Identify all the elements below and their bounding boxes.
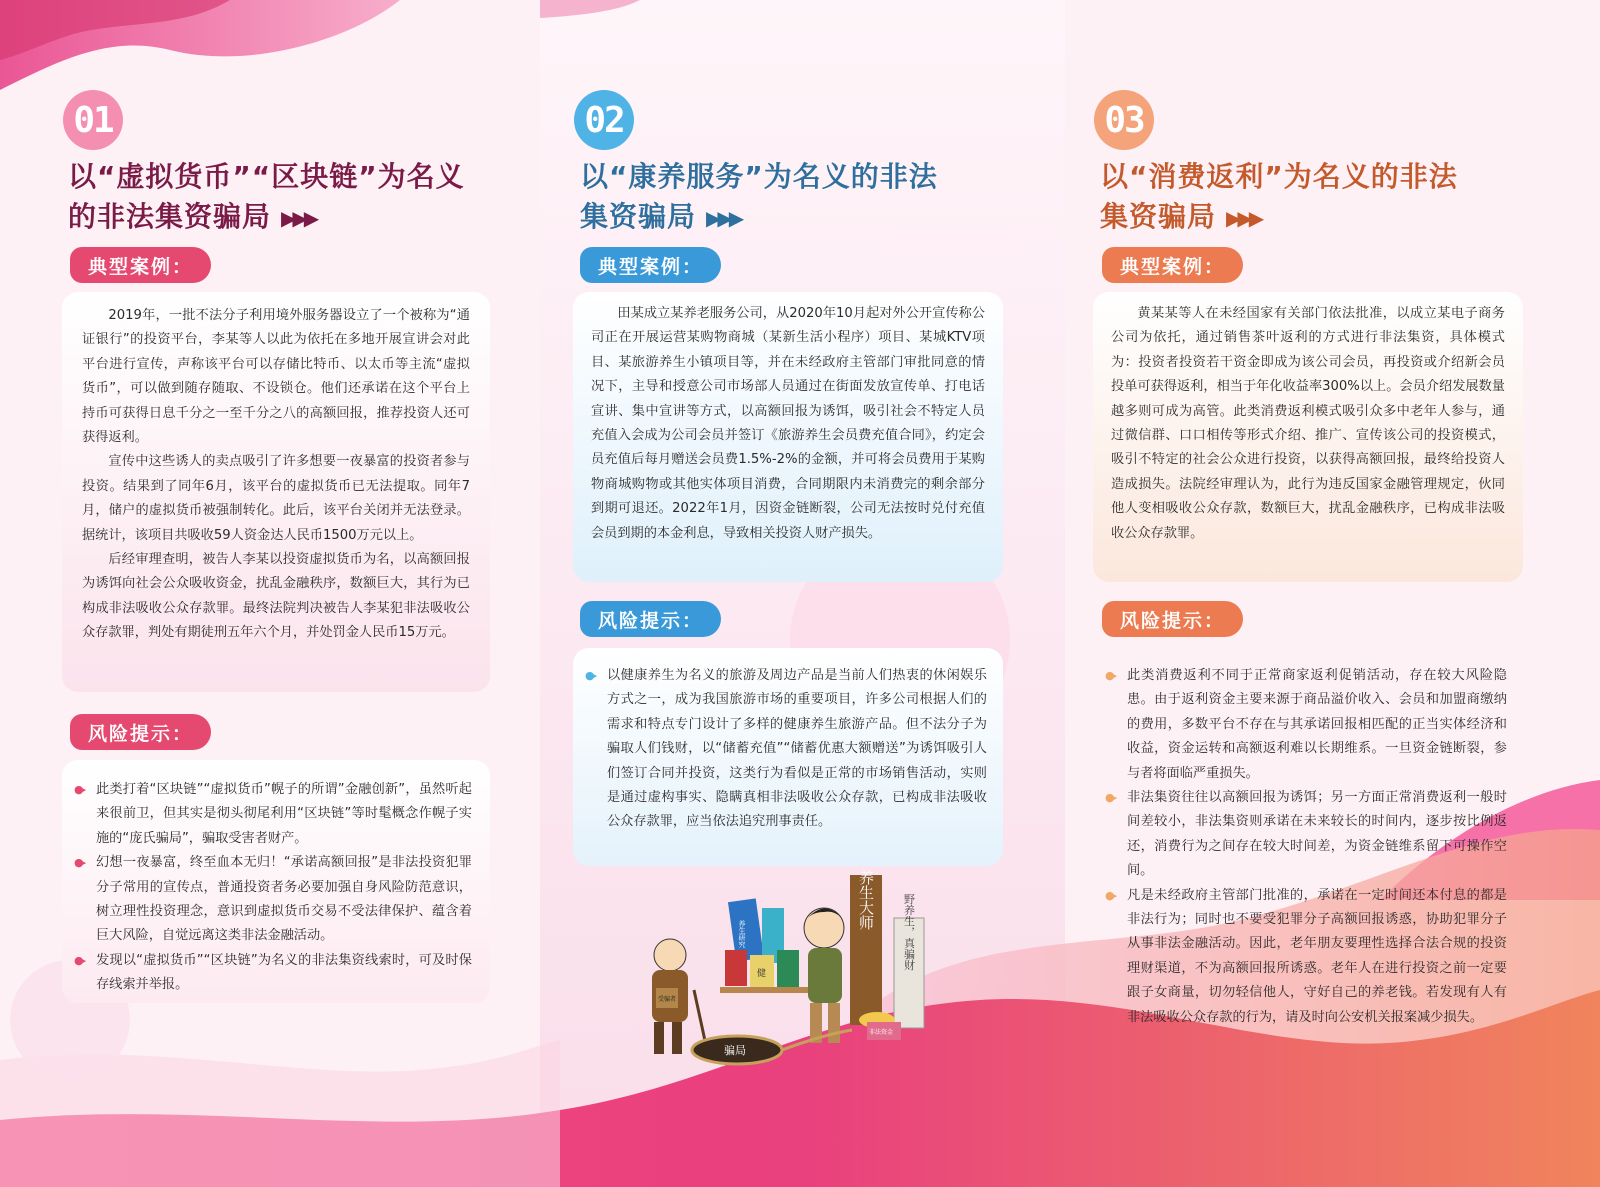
bullet-text: 幻想一夜暴富，终至血本无归！“承诺高额回报”是非法投资犯罪分子常用的宣传点，普通投资者务必要加强自身风险防范意识，树立理性投资理念，意识到虚拟货币交易不受法律保护、蕴含着巨大风险，自觉远离这类非法金融活动。 [96, 855, 472, 944]
section-number-badge: 03 [1094, 90, 1154, 150]
section-number-badge: 01 [63, 90, 123, 150]
risk-card [62, 760, 490, 1003]
old-man-head [654, 939, 686, 971]
title-line: 以“虚拟货币”“区块链”为名义 [68, 160, 465, 193]
title-line: 以“康养服务”为名义的非法 [580, 160, 938, 193]
side-sign-text: 野养生，真骗财 [902, 893, 916, 971]
section-title [68, 157, 465, 238]
arrow-icon: ▶▶▶ [706, 206, 741, 230]
bullet-icon: ●▸ [1105, 669, 1115, 682]
scam-illustration [612, 870, 957, 1070]
risk-bullet [585, 664, 987, 835]
box-label: 健 [757, 969, 767, 979]
bullet-icon: ●▸ [585, 669, 595, 682]
old-man-leg [654, 1022, 664, 1054]
book-label: 养生研究 [738, 920, 746, 948]
case-label: 典型案例： [1102, 247, 1243, 283]
case-label: 典型案例： [580, 247, 721, 283]
bullet-text: 非法集资往往以高额回报为诱饵；另一方面正常消费返利一般时间差较小，非法集资则承诺在未来较长的时间内，逐步按比例返还，消费行为之间存在较大时间差，为资金链维系留下可操作空间。 [1127, 790, 1507, 879]
box-icon [725, 950, 747, 986]
title-line: 集资骗局 [580, 200, 697, 233]
salesman-head [804, 908, 844, 948]
title-line: 集资骗局 [1100, 200, 1217, 233]
case-paragraph: 宣传中这些诱人的卖点吸引了许多想要一夜暴富的投资者参与投资。结果到了同年6月，该平台的虚拟货币已无法提取。同年7月，储户的虚拟货币被强制转化。此后，该平台关闭并无法登录。据统计，该项目共吸收59人资金达人民币1500万元以上。 [82, 454, 470, 543]
bullet-text: 此类消费返利不同于正常商家返利促销活动，存在较大风险隐患。由于返利资金主要来源于商品溢价收入、会员和加盟商缴纳的费用，多数平台不存在与其承诺回报相匹配的正当实体经济和收益，资金运转和高额返利难以长期维系。一旦资金链断裂，参与者将面临严重损失。 [1127, 668, 1507, 781]
bullet-text: 凡是未经政府主管部门批准的，承诺在一定时间还本付息的都是非法行为；同时也不要受犯罪分子高额回报诱惑，协助犯罪分子从事非法金融活动。因此，老年朋友要理性选择合法合规的投资理财渠道，不为高额回报所诱惑。老年人在进行投资之前一定要跟子女商量，切勿轻信他人，守好自己的养老钱。若发现有人有非法吸收公众存款的行为，请及时向公安机关报案减少损失。 [1127, 887, 1507, 1025]
case-card [1093, 292, 1523, 582]
title-line: 的非法集资骗局 [68, 200, 272, 233]
risk-card [573, 648, 1003, 866]
case-paragraph: 后经审理查明，被告人李某以投资虚拟货币为名，以高额回报为诱饵向社会公众吸收资金，扰乱金融秩序，数额巨大，其行为已构成非法吸收公众存款罪。最终法院判决被告人李某犯非法吸收公众存款罪，判处有期徒刑五年六个月，并处罚金人民币15万元。 [82, 552, 470, 641]
gold-label: 非法资金 [869, 1029, 894, 1036]
risk-bullet [1105, 786, 1507, 884]
bullet-text: 以健康养生为名义的旅游及周边产品是当前人们热衷的休闲娱乐方式之一，成为我国旅游市场的重要项目，许多公司根据人们的需求和特点专门设计了多样的健康养生旅游产品。但不法分子为骗取人们钱财，以“储蓄充值”“储蓄优惠大额赠送”为诱饵吸引人们签订合同并投资，这类行为看似是正常的市场销售活动，实则是通过虚构事实、隐瞒真相非法吸收公众存款，已构成非法吸收公众存款罪，应当依法追究刑事责任。 [607, 668, 987, 830]
hole-label: 骗局 [724, 1044, 746, 1057]
risk-bullet [74, 778, 472, 851]
risk-label: 风险提示： [1102, 601, 1243, 637]
case-paragraph: 黄某某等人在未经国家有关部门依法批准，以成立某电子商务公司为依托，通过销售茶叶返利的方式进行非法集资，具体模式为：投资者投资若干资金即成为该公司会员，再投资或介绍新会员投单可获得返利，相当于年化收益率300%以上。会员介绍发展数量越多则可成为高管。此类消费返利模式吸引众多中老年人参与，通过微信群、口口相传等形式介绍、推广、宣传该公司的投资模式，吸引不特定的社会公众进行投资，以获得高额回报，最终给投资人造成损失。法院经审理认为，此行为违反国家金融管理规定，伙同他人变相吸收公众存款，数额巨大，扰乱金融秩序，已构成非法吸收公众存款罪。 [1111, 306, 1505, 541]
title-line: 以“消费返利”为名义的非法 [1100, 160, 1458, 193]
risk-bullet [1105, 664, 1507, 786]
section-title [1100, 157, 1458, 238]
case-paragraph: 2019年，一批不法分子利用境外服务器设立了一个被称为“通证银行”的投资平台，李某等人以此为依托在多地开展宣讲会对此平台进行宣传，声称该平台可以存储比特币、以太币等主流“虚拟货币”，可以做到随存随取、不设锁仓。他们还承诺在这个平台上持币可获得日息千分之一至千分之八的高额回报，推荐投资人还可获得返利。 [82, 308, 470, 446]
case-card [573, 292, 1003, 582]
bullet-icon: ●▸ [74, 856, 84, 870]
case-paragraph: 田某成立某养老服务公司，从2020年10月起对外公开宣传称公司正在开展运营某购物商城（某新生活小程序）项目、某城KTV项目、某旅游养生小镇项目等，并在未经政府主管部门审批同意的情况下，主导和授意公司市场部人员通过在街面发放宣传单、打电话宣讲、集中宣讲等方式，以高额回报为诱饵，吸引社会不特定人员充值入会成为公司会员并签订《旅游养生会员费充值合同》，约定会员充值后每月赠送会员费1.5%-2%的金额，并可将会员费用于某购物商城购物或其他实体项目消费，合同期限内未消费完的剩余部分到期可退还。2022年1月，因资金链断裂，公司无法按时兑付充值会员到期的本金利息，导致相关投资人财产损失。 [591, 306, 985, 541]
section-number-badge: 02 [574, 90, 634, 150]
case-card [62, 292, 490, 692]
section-title [580, 157, 938, 238]
bullet-text: 发现以“虚拟货币”“区块链”为名义的非法集资线索时，可及时保存线索并举报。 [96, 952, 472, 993]
salesman-body [808, 948, 842, 1003]
bullet-icon: ●▸ [74, 783, 84, 796]
arrow-icon: ▶▶▶ [1226, 206, 1261, 230]
case-label: 典型案例： [70, 247, 211, 283]
bullet-text: 此类打着“区块链”“虚拟货币”幌子的所谓”金融创新”，虽然听起来很前卫，但其实是彻头彻尾利用“区块链”等时髦概念作幌子实施的“庞氏骗局”，骗取受害者财产。 [96, 782, 472, 846]
risk-card [1093, 660, 1523, 1070]
risk-label: 风险提示： [70, 714, 211, 750]
bullet-icon: ●▸ [1105, 791, 1115, 805]
old-man-leg [672, 1022, 682, 1054]
risk-bullet [1105, 884, 1507, 1030]
arrow-icon: ▶▶▶ [281, 206, 316, 230]
tall-sign-text: 养生大师 [857, 870, 875, 930]
risk-bullet [74, 851, 472, 949]
bullet-icon: ●▸ [1105, 888, 1115, 902]
bag-label: 受骗者 [658, 996, 677, 1003]
risk-label: 风险提示： [580, 601, 721, 637]
risk-bullet [74, 949, 472, 998]
box-icon [777, 950, 799, 987]
salesman-leg [828, 1003, 840, 1043]
tray [720, 987, 810, 993]
bullet-icon: ●▸ [74, 953, 84, 967]
